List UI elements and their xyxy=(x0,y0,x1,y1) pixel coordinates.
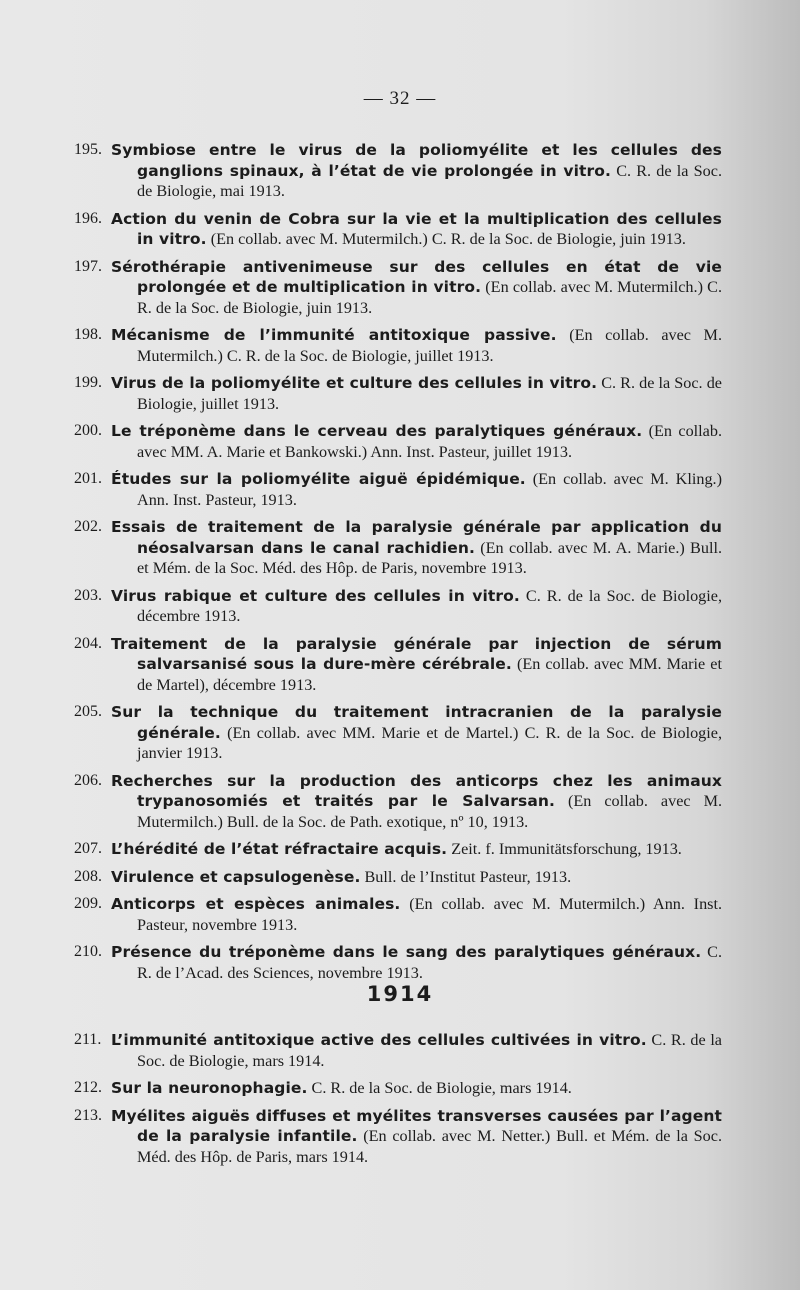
entry-number: 196. xyxy=(74,209,102,227)
entry-number: 197. xyxy=(74,257,102,275)
entry xyxy=(0,421,800,462)
entry xyxy=(0,257,800,319)
entry-citation: (En collab. avec M. Mutermilch.) Bull. de la Soc. de Path. exotique, nº 10, 1913. xyxy=(137,792,723,831)
entry-citation: (En collab. avec MM. Marie et de Martel.) C. R. de la Soc. de Biologie, janvier 1913. xyxy=(137,723,722,762)
entry-title: Mécanisme de l’immunité antitoxique passive. xyxy=(111,326,557,344)
entry-citation: C. R. de la Soc. de Biologie, décembre 1913. xyxy=(137,586,722,625)
entry-number: 199. xyxy=(74,374,102,391)
entry-number: 210. xyxy=(74,943,102,960)
entry-title: Études sur la poliomyélite aiguë épidémique. xyxy=(111,470,526,488)
entry-number: 209. xyxy=(74,895,102,912)
entry-number: 198. xyxy=(74,326,102,343)
entry xyxy=(0,771,800,833)
entry xyxy=(0,634,800,696)
entry xyxy=(0,140,800,202)
entry xyxy=(0,702,800,764)
entries-1913 xyxy=(0,140,800,990)
entry-title: L’immunité antitoxique active des cellules cultivées in vitro. xyxy=(111,1031,647,1049)
entry-citation: (En collab. avec M. A. Marie.) Bull. et Mém. de la Soc. Méd. des Hôp. de Paris, novembre 1913. xyxy=(137,538,722,577)
entry-title: Virus de la poliomyélite et culture des cellules in vitro. xyxy=(111,374,598,392)
entry-number: 203. xyxy=(74,586,102,604)
entry-title: Virus rabique et culture des cellules in vitro. xyxy=(111,586,520,605)
entry xyxy=(0,373,800,414)
entry xyxy=(0,867,800,888)
entry xyxy=(0,469,800,510)
entry-title: Action du venin de Cobra sur la vie et la multiplication des cellules in vitro. xyxy=(111,209,722,248)
entry-number: 202. xyxy=(74,518,102,535)
entry xyxy=(0,325,800,366)
entry-citation: Bull. de l’Institut Pasteur, 1913. xyxy=(360,867,572,886)
entry-citation: C. R. de la Soc. de Biologie, mars 1914. xyxy=(137,1031,722,1070)
entry-title: Myélites aiguës diffuses et myélites transverses causées par l’agent de la paralysie infantile. xyxy=(111,1106,722,1145)
entry-number: 208. xyxy=(74,867,102,885)
entry-number: 211. xyxy=(74,1031,102,1048)
entry-title: Sur la neuronophagie. xyxy=(111,1079,308,1097)
entry-number: 195. xyxy=(74,141,102,158)
page-number: — 32 — xyxy=(363,88,437,109)
entry-number: 200. xyxy=(74,422,102,439)
entry-citation: (En collab. avec M. Mutermilch.) C. R. de la Soc. de Biologie, juin 1913. xyxy=(206,230,686,248)
entry-citation: Zeit. f. Immunitätsforschung, 1913. xyxy=(447,840,682,858)
entry xyxy=(0,942,800,983)
entry-citation: (En collab. avec MM. Marie et de Martel), décembre 1913. xyxy=(137,655,722,694)
entry-title: Présence du tréponème dans le sang des paralytiques généraux. xyxy=(111,943,702,961)
entry-title: Anticorps et espèces animales. xyxy=(111,895,401,913)
entry-citation: (En collab. avec M. Mutermilch.) C. R. de la Soc. de Biologie, juin 1913. xyxy=(137,278,723,317)
entry xyxy=(0,1078,800,1099)
entry-title: Virulence et capsulogenèse. xyxy=(111,867,361,886)
entry-number: 213. xyxy=(74,1106,102,1124)
entry xyxy=(0,209,800,250)
entry-number: 204. xyxy=(74,634,102,652)
entry-citation: (En collab. avec M. Kling.) Ann. Inst. Pasteur, 1913. xyxy=(137,470,722,509)
entry-number: 207. xyxy=(74,840,102,857)
entry-title: Symbiose entre le virus de la poliomyélite et les cellules des ganglions spinaux, à l’état de vie prolongée in vitro. xyxy=(111,141,722,180)
entry-citation: (En collab. avec M. Netter.) Bull. et Mém. de la Soc. Méd. des Hôp. de Paris, mars 1914. xyxy=(137,1127,722,1166)
entry xyxy=(0,517,800,579)
entry-title: Essais de traitement de la paralysie générale par application du néosalvarsan dans le canal rachidien. xyxy=(111,518,722,557)
entry-number: 206. xyxy=(74,771,102,789)
entry xyxy=(0,1030,800,1071)
entry-title: L’hérédité de l’état réfractaire acquis. xyxy=(111,840,448,858)
entry-title: Recherches sur la production des anticorps chez les animaux trypanosomiés et traités par le Salvarsan. xyxy=(111,771,722,810)
entry xyxy=(0,839,800,860)
entry-citation: (En collab. avec M. Mutermilch.) C. R. de la Soc. de Biologie, juillet 1913. xyxy=(137,326,722,365)
entry-number: 212. xyxy=(74,1079,102,1096)
entry-title: Sérothérapie antivenimeuse sur des cellules en état de vie prolongée et de multiplication in vitro. xyxy=(111,257,722,296)
year-heading: 1914 xyxy=(366,982,434,1006)
entry-citation: C. R. de l’Acad. des Sciences, novembre 1913. xyxy=(137,943,722,982)
entries-1914 xyxy=(0,1030,800,1174)
entry-citation: C. R. de la Soc. de Biologie, juillet 1913. xyxy=(137,374,722,413)
entry-citation: C. R. de la Soc. de Biologie, mars 1914. xyxy=(307,1079,572,1097)
entry xyxy=(0,894,800,935)
entry-number: 201. xyxy=(74,470,102,487)
entry-citation: (En collab. avec MM. A. Marie et Bankowski.) Ann. Inst. Pasteur, juillet 1913. xyxy=(137,422,722,461)
entry-title: Traitement de la paralysie générale par injection de sérum salvarsanisé sous la dure-mère cérébrale. xyxy=(111,634,722,673)
entry-number: 205. xyxy=(74,703,102,720)
entry-citation: C. R. de la Soc. de Biologie, mai 1913. xyxy=(137,161,723,200)
entry-title: Le tréponème dans le cerveau des paralytiques généraux. xyxy=(111,422,643,440)
entry-citation: (En collab. avec M. Mutermilch.) Ann. Inst. Pasteur, novembre 1913. xyxy=(137,895,723,934)
entry xyxy=(0,1106,800,1168)
entry xyxy=(0,586,800,627)
entry-title: Sur la technique du traitement intracranien de la paralysie générale. xyxy=(111,703,722,742)
